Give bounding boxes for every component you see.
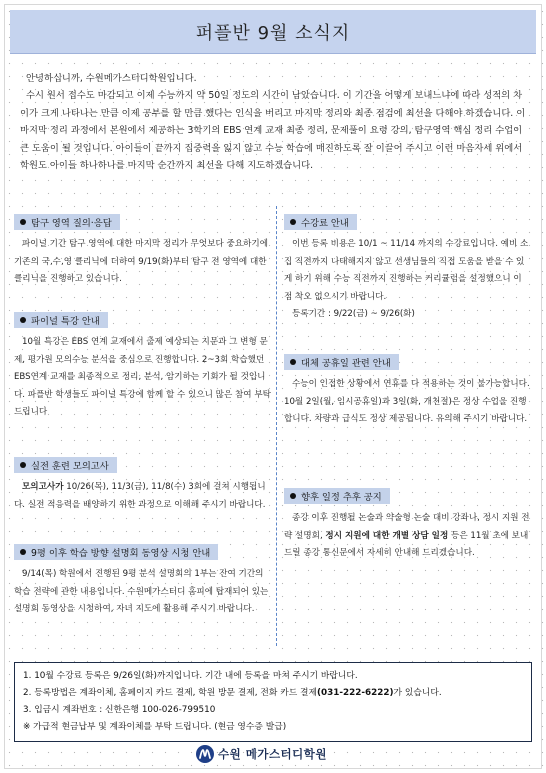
section-heading-label: 9평 이후 학습 방향 설명회 동영상 시청 안내 <box>31 548 211 559</box>
section-body-bold: 모의고사가 <box>22 482 64 492</box>
section-holiday <box>284 350 532 429</box>
bullet-icon <box>20 317 26 323</box>
section-inquiry <box>14 210 272 289</box>
academy-logo <box>196 742 327 766</box>
section-heading-label: 파이널 특강 안내 <box>31 316 100 327</box>
section-heading-label: 실전 훈련 모의고사 <box>31 461 109 472</box>
section-body <box>14 479 272 514</box>
section-schedule <box>284 484 532 563</box>
section-heading <box>14 312 108 328</box>
bullet-icon <box>20 462 26 468</box>
notice-line: ※ 가급적 현금납부 및 계좌이체를 부탁 드립니다. (현금 영수증 발급) <box>23 722 287 732</box>
academy-name: 수원 메가스터디학원 <box>218 747 327 761</box>
notice-line: 3. 입금시 계좌번호 : 신한은행 100-026-799510 <box>23 705 216 715</box>
notice-line <box>23 685 523 702</box>
intro-text <box>20 70 530 174</box>
section-heading-label: 대체 공휴일 관련 안내 <box>301 358 391 369</box>
title-bar <box>10 10 536 54</box>
column-divider <box>276 206 277 646</box>
bullet-icon <box>290 493 296 499</box>
bullet-icon <box>290 359 296 365</box>
notice-line: 1. 10월 수강료 등록은 9/26일(화)까지입니다. 기간 내에 등록을 마쳐 주시기 바랍니다. <box>23 671 358 681</box>
bullet-icon <box>20 549 26 555</box>
phone-number: (031-222-6222) <box>316 688 394 698</box>
section-heading <box>14 544 218 560</box>
section-heading <box>14 457 117 473</box>
section-body: 파이널 기간 탐구 영역에 대한 마지막 정리가 무엇보다 중요하기에 기존의 국,수,영 클리닉에 더하여 9/19(화)부터 탐구 전 영역에 대한 클리닉을 진행하고 있습니다. <box>14 239 268 284</box>
intro-greeting: 안녕하십니까, 수원메가스터디학원입니다. <box>26 73 197 84</box>
section-body: 수능이 인접한 상황에서 연휴를 다 적용하는 것이 불가능합니다. 10월 2일(월, 임시공휴일)과 3일(화, 개천절)은 정상 수업을 진행합니다. 차량과 급식도 정상 제공됩니다. 유의해 주시기 바랍니다. <box>284 379 530 424</box>
section-body-text: 등은 11월 초에 보내드릴 종강 통신문에서 자세히 안내해 드리겠습니다. <box>284 530 529 558</box>
section-body: 이번 등록 비용은 10/1 ~ 11/14 까지의 수강료입니다. 예비 소집 직전까지 나태해지지 않고 선생님들의 직접 도움을 받을 수 있게 하기 위해 수능 직전까지 진행하는 커리큘럼을 설정했으니 이 점 착오 없으시기 바랍니다. <box>284 239 529 302</box>
section-heading-label: 수강료 안내 <box>301 218 349 229</box>
notice-box <box>14 662 532 742</box>
section-body-bold: 정시 지원에 대한 개별 상담 일정 <box>325 530 449 541</box>
section-final-lecture <box>14 308 272 422</box>
academy-logo-icon <box>196 745 214 763</box>
intro-paragraph: 수시 원서 접수도 마감되고 이제 수능까지 약 50일 정도의 시간이 남았습니다. 이 기간을 어떻게 보내느냐에 따라 성적의 차이가 크게 나타나는 만큼 이제 공부를 할 만큼 했다는 인식을 버리고 마지막 정리와 최종 점검에 최선을 다해야 하겠습니다. 이 마지막 정리 과정에서 본원에서 제공하는 3학기의 EBS 연계 교재 최종 정리, 문제풀이 요령 강의, 탐구영역 핵심 정리 수업이 큰 도움이 될 것입니다. 아이들이 끝까지 집중력을 잃지 않고 수능 학습에 매진하도록 잘 이끌어 주시고 이런 마음자세 위에서 학원도 아이들 하나하나를 마지막 순간까지 최선을 다해 지도하겠습니다. <box>20 90 526 172</box>
section-body-text: 종강 이후 진행될 논술과 약술형 논술 대비 강좌나, 정시 지원 전략 설명회, <box>284 513 530 541</box>
registration-period: 등록기간 : 9/22(금) ~ 9/26(화) <box>292 309 415 319</box>
notice-text: 가 있습니다. <box>393 688 442 698</box>
section-body: 9/14(목) 학원에서 진행된 9평 분석 설명회의 1부는 잔여 기간의 학습 전략에 관한 내용입니다. 수원메가스터디 홈피에 탑재되어 있는 설명회 동영상을 시청하여, 자녀 지도에 활용해 주시기 바랍니다. <box>14 569 269 614</box>
section-heading <box>284 488 390 504</box>
section-heading <box>284 354 399 370</box>
section-heading <box>284 214 357 230</box>
bullet-icon <box>20 219 26 225</box>
section-briefing <box>14 540 272 619</box>
section-tuition <box>284 210 532 324</box>
bullet-icon <box>290 219 296 225</box>
notice-text: 2. 등록방법은 계좌이체, 홈페이지 카드 결제, 학원 방문 결제, 전화 카드 결제 <box>23 688 317 698</box>
section-body: 10월 특강은 EBS 연계 교재에서 출제 예상되는 지문과 그 변형 문제, 평가원 모의수능 분석을 중심으로 진행합니다. 2~3회 학습했던 EBS연계 교재를 최종적으로 정리, 분석, 암기하는 기회가 될 것입니다. 파플반 학생들도 파이널 특강에 함께 할 수 있으니 많은 참여 부탁드립니다 <box>14 337 271 417</box>
section-heading-label: 탐구 영역 질의·응답 <box>31 218 112 229</box>
section-body <box>284 510 532 563</box>
section-body-text: 10/26(목), 11/3(금), 11/8(수) 3회에 걸쳐 시행됩니다. 실전 적응력을 배양하기 위한 과정으로 이해해 주시기 바랍니다. <box>14 482 266 510</box>
section-heading-label: 향후 일정 추후 공지 <box>301 492 382 503</box>
section-heading <box>14 214 120 230</box>
section-mock-exam <box>14 453 272 514</box>
page-title: 퍼플반 9월 소식지 <box>195 22 351 44</box>
